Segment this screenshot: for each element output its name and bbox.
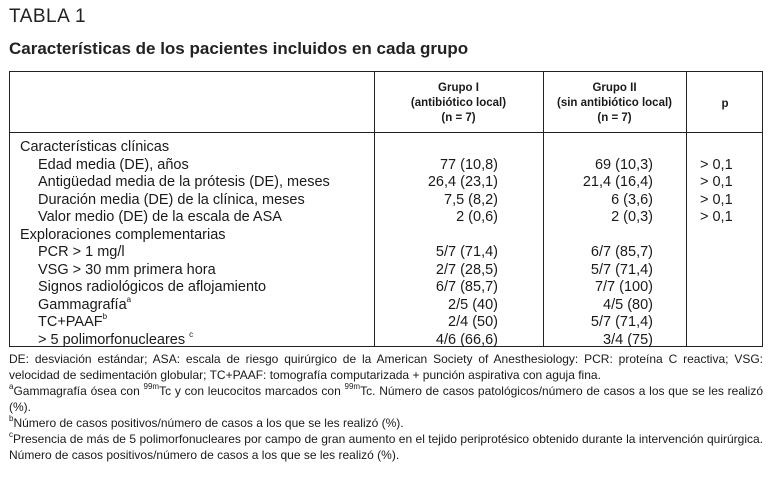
row-label: Exploraciones complementarias — [20, 226, 226, 243]
group2-value: 3/4 (75) — [603, 331, 653, 348]
group1-value: 4/6 (66,6) — [435, 331, 498, 348]
table-row — [10, 329, 762, 349]
row-label: Gammagrafía$^a$ — [38, 294, 132, 313]
row-label: PCR > 1 mg/l — [38, 244, 125, 260]
row-label: VSG > 30 mm primera hora — [38, 261, 216, 278]
table-row — [10, 192, 762, 209]
row-label: Características clínicas — [20, 139, 170, 155]
section-row — [10, 227, 762, 244]
footnote-abbreviations: DE: desviación estándar; ASA: escala de riesgo quirúrgico de la American Society of Anesthesiology: PCR: proteína C reactiva; VSG: velocidad de sedimentación globular; TC+PAAF: tomografía computarizada + punción aspirativa con aguja fina. — [9, 352, 763, 382]
characteristics-table — [9, 71, 763, 347]
footnote-b: $^b$Número de casos positivos/número de casos a los que se les realizó (%). — [9, 414, 404, 430]
row-label: Duración media (DE) de la clínica, meses — [38, 191, 305, 208]
group1-value: 5/7 (71,4) — [435, 244, 498, 260]
table-row — [10, 174, 762, 191]
column-header-p: p — [721, 98, 729, 110]
group1-value: 6/7 (85,7) — [435, 279, 498, 295]
footnote-c: $^c$Presencia de más de 5 polimorfonucleares por campo de gran aumento en el tejido periprotésico obtenido durante la intervención quirúrgica. Número de casos positivos/número de casos a los que se les realizó (%). — [9, 430, 763, 462]
group1-value: 2/5 (40) — [448, 296, 498, 313]
table-row — [10, 157, 762, 174]
row-label: Valor medio (DE) de la escala de ASA — [38, 209, 282, 225]
group2-value: 5/7 (71,4) — [590, 261, 653, 278]
table-number: TABLA 1 — [9, 6, 87, 27]
row-label: $TC+PAAF^b$ — [38, 312, 108, 330]
p-value: > 0,1 — [700, 156, 733, 173]
table-row — [10, 209, 762, 226]
group2-value: 6 (3,6) — [611, 191, 653, 208]
row-label: Edad media (DE), años — [38, 156, 189, 173]
p-value: > 0,1 — [700, 209, 733, 225]
p-value: > 0,1 — [700, 191, 733, 208]
group2-value: 2 (0,3) — [611, 209, 653, 225]
group2-value: 5/7 (71,4) — [590, 314, 653, 330]
group2-value: 21,4 (16,4) — [582, 174, 653, 190]
table-row — [10, 294, 762, 314]
section-row — [10, 139, 762, 156]
table-row — [10, 279, 762, 296]
group2-value: 4/5 (80) — [603, 296, 653, 313]
column-header-group1: Grupo I (antibiótico local) (n = 7) — [410, 82, 507, 124]
row-label: > 5 polimorfonucleares $^c$ — [38, 329, 194, 348]
table-footnotes — [9, 351, 763, 463]
table-row — [10, 244, 762, 261]
table-row — [10, 314, 762, 331]
p-value: > 0,1 — [700, 174, 733, 190]
header-divider — [10, 132, 762, 133]
footnote-a: $^a$Gammagrafía ósea con $^{99m}$Tc y con leucocitos marcados con $^{99m}$Tc. Número de casos patológicos/número de casos a los que se les realizó (%). — [9, 382, 764, 414]
group1-value: 26,4 (23,1) — [427, 174, 498, 190]
column-header-group2: Grupo II (sin antibiótico local) (n = 7) — [556, 82, 672, 124]
group1-value: 77 (10,8) — [439, 156, 498, 173]
group2-value: 69 (10,3) — [594, 156, 653, 173]
group1-value: 2/7 (28,5) — [435, 261, 498, 278]
row-label: Antigüedad media de la prótesis (DE), meses — [38, 174, 330, 190]
table-caption: Características de los pacientes incluidos en cada grupo — [9, 39, 469, 58]
group1-value: 2 (0,6) — [456, 209, 498, 225]
table-row — [10, 262, 762, 279]
group2-value: 7/7 (100) — [594, 279, 653, 295]
group1-value: 2/4 (50) — [448, 314, 498, 330]
group2-value: 6/7 (85,7) — [590, 244, 653, 260]
group1-value: 7,5 (8,2) — [444, 191, 498, 208]
row-label: Signos radiológicos de aflojamiento — [38, 279, 267, 295]
